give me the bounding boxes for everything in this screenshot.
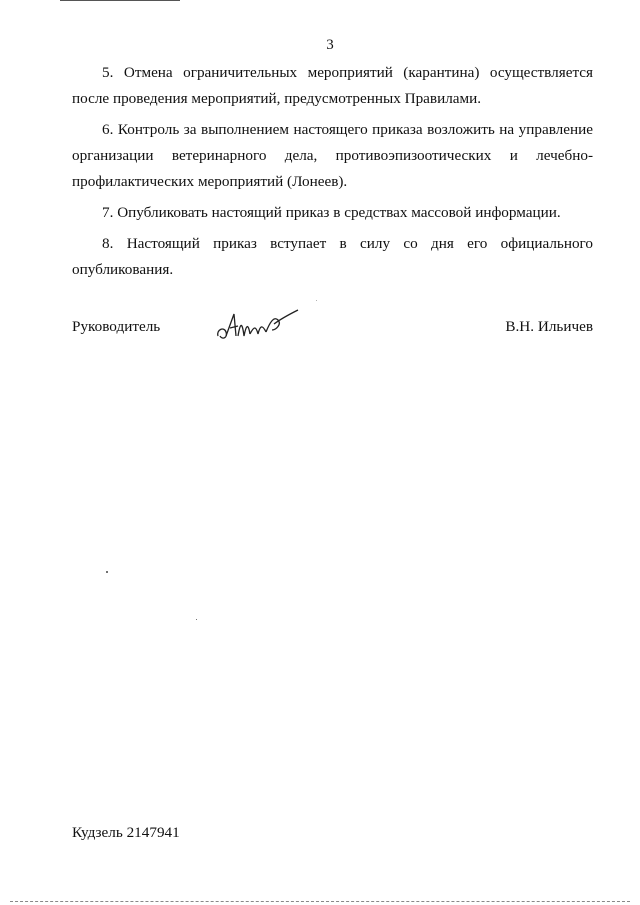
paragraph-7: 7. Опубликовать настоящий приказ в средствах массовой информации. [102, 204, 561, 221]
signatory-title: Руководитель [72, 318, 161, 335]
scan-speck [316, 300, 317, 301]
scan-speck [196, 619, 197, 620]
signatory-name: В.Н. Ильичев [505, 318, 593, 335]
page-number: 3 [326, 37, 334, 53]
executor-reference: Кудзель 2147941 [72, 824, 180, 841]
paragraph-6: 6. Контроль за выполнением настоящего приказа возложить на управление организации ветеринарного дела, противоэпизоотических и лечебно-профилактических мероприятий (Лонеев). [72, 121, 593, 190]
signature-block [72, 318, 593, 348]
paragraph-5: 5. Отмена ограничительных мероприятий (карантина) осуществляется после проведения мероприятий, предусмотренных Правилами. [72, 64, 593, 107]
scan-speck [106, 571, 108, 573]
bottom-edge-rule [10, 901, 630, 903]
handwritten-signature [212, 306, 302, 346]
paragraph-8: 8. Настоящий приказ вступает в силу со дня его официального опубликования. [72, 235, 593, 278]
order-body [72, 60, 593, 288]
top-edge-rule [60, 0, 180, 1]
